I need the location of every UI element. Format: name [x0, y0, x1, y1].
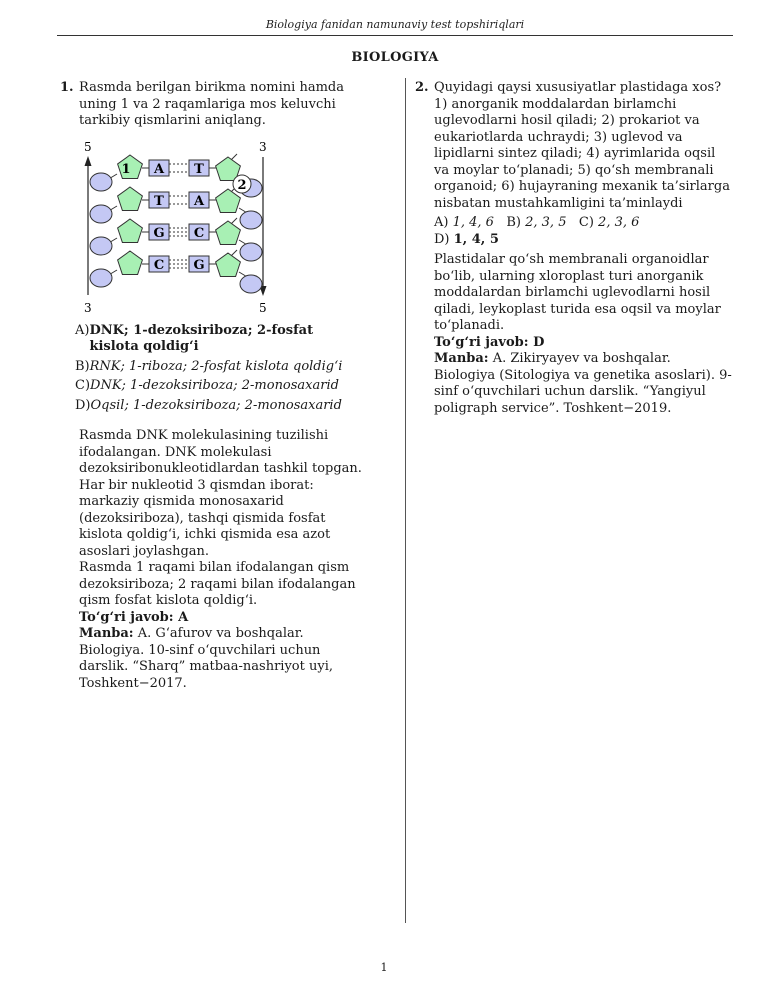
base-right-label: A [193, 193, 205, 209]
label-3-top-right: 3 [259, 139, 267, 154]
question-1 [60, 80, 365, 692]
dna-diagram [79, 140, 289, 315]
left-deoxyribose [118, 219, 143, 243]
correct-answer: To‘g‘ri javob: D [434, 334, 545, 350]
base-left-label: G [153, 225, 165, 241]
question-2 [415, 80, 733, 417]
answer-options [75, 323, 365, 415]
source-citation: Manba: A. G‘afurov va boshqalar. Biologiya. 10-sinf o‘quvchilari uchun darslik. “Sharq” matbaa-nashriyot uyi, Toshkent−2017. [79, 626, 333, 691]
right-phosphate [240, 211, 262, 229]
base-left-label: T [154, 193, 164, 209]
option-c[interactable]: C) 2, 3, 6 [578, 215, 640, 230]
left-phosphate [90, 173, 112, 191]
base-right-label: G [193, 257, 205, 273]
question-text: Rasmda berilgan birikma nomini hamda uning 1 va 2 raqamlariga mos keluvchi tarkibiy qismlarini aniqlang. [79, 80, 344, 128]
running-header: Biologiya fanidan namunaviy test topshiriqlari [265, 18, 525, 31]
option-d[interactable]: D) Oqsil; 1-dezoksiriboza; 2-monosaxarid [75, 397, 342, 413]
explanation [434, 252, 733, 417]
callout-2: 2 [237, 177, 247, 193]
option-d[interactable]: D) 1, 4, 5 [434, 231, 499, 247]
page-number: 1 [380, 961, 388, 974]
right-phosphate [240, 275, 262, 293]
source-citation: Manba: A. Zikiryayev va boshqalar. Biologiya (Sitologiya va genetika asoslari). 9-sinf o‘quvchilari uchun darslik. “Yangiyul poligraph service”. Toshkent−2019. [434, 351, 732, 416]
explanation-paragraph-2: Rasmda 1 raqami bilan ifodalangan qism dezoksiriboza; 2 raqami bilan ifodalangan qism fosfat kislota qoldig‘i. [79, 560, 356, 608]
nucleotide-pair-row [90, 186, 262, 229]
callout-1: 1 [121, 161, 131, 177]
option-a[interactable]: A) 1, 4, 6 [434, 215, 494, 230]
dna-structure-figure [79, 140, 289, 315]
base-right-label: T [194, 161, 204, 177]
column-divider [405, 78, 406, 923]
answer-options [434, 215, 733, 248]
left-deoxyribose [118, 187, 143, 211]
right-deoxyribose [216, 253, 241, 277]
option-c[interactable]: C) DNK; 1-dezoksiriboza; 2-monosaxarid [75, 378, 339, 393]
right-deoxyribose [216, 221, 241, 245]
nucleotide-pair-row [90, 250, 262, 293]
page-title: BIOLOGIYA [351, 50, 439, 65]
header-divider [57, 35, 733, 36]
explanation-paragraph-1: Rasmda DNK molekulasining tuzilishi ifodalangan. DNK molekulasi dezoksiribonukleotidlardan tashkil topgan. Har bir nukleotid 3 qismdan iborat: markaziy qismida monosaxarid (dezoksiriboza), tashqi qismida fosfat kislota qoldig‘i, ichki qismida esa azot asoslari joylashgan. [79, 428, 362, 559]
nucleotide-pairs [90, 154, 262, 293]
explanation-paragraph: Plastidalar qo‘sh membranali organoidlar bo‘lib, ularning xloroplast turi anorganik moddalardan birlamchi uglevodlarni hosil qiladi, leykoplast turida esa oqsil va moylar to‘planadi. [434, 252, 721, 333]
correct-answer: To‘g‘ri javob: A [79, 609, 189, 625]
option-a[interactable]: A) DNK; 1-dezoksiriboza; 2-fosfat kislota qoldig‘i [75, 322, 314, 354]
left-phosphate [90, 237, 112, 255]
question-number: 1. [60, 80, 74, 95]
left-phosphate [90, 205, 112, 223]
right-phosphate [240, 243, 262, 261]
nucleotide-pair-row [90, 218, 262, 261]
base-left-label: C [153, 257, 165, 273]
option-b[interactable]: B) RNK; 1-riboza; 2-fosfat kislota qoldig‘i [75, 358, 343, 374]
question-number: 2. [415, 80, 429, 95]
label-5-top-left: 5 [84, 139, 92, 154]
question-text: Quyidagi qaysi xususiyatlar plastidaga xos? 1) anorganik moddalardan birlamchi uglevodlarni hosil qiladi; 2) prokariot va eukariotlarda uchraydi; 3) uglevod va lipidlarni sintez qiladi; 4) ayrimlarida oqsil va moylar to‘planadi; 5) qo‘sh membranali organoid; 6) hujayraning mexanik ta’sirlarga nisbatan mustahkamligini ta’minlaydi [434, 80, 730, 211]
left-phosphate [90, 269, 112, 287]
explanation [79, 428, 365, 692]
left-arrow-head [85, 156, 92, 166]
base-left-label: A [153, 161, 165, 177]
label-3-bottom-left: 3 [84, 300, 92, 315]
option-b[interactable]: B) 2, 3, 5 [506, 215, 567, 230]
left-deoxyribose [118, 251, 143, 275]
base-right-label: C [193, 225, 205, 241]
label-5-bottom-right: 5 [259, 300, 267, 315]
